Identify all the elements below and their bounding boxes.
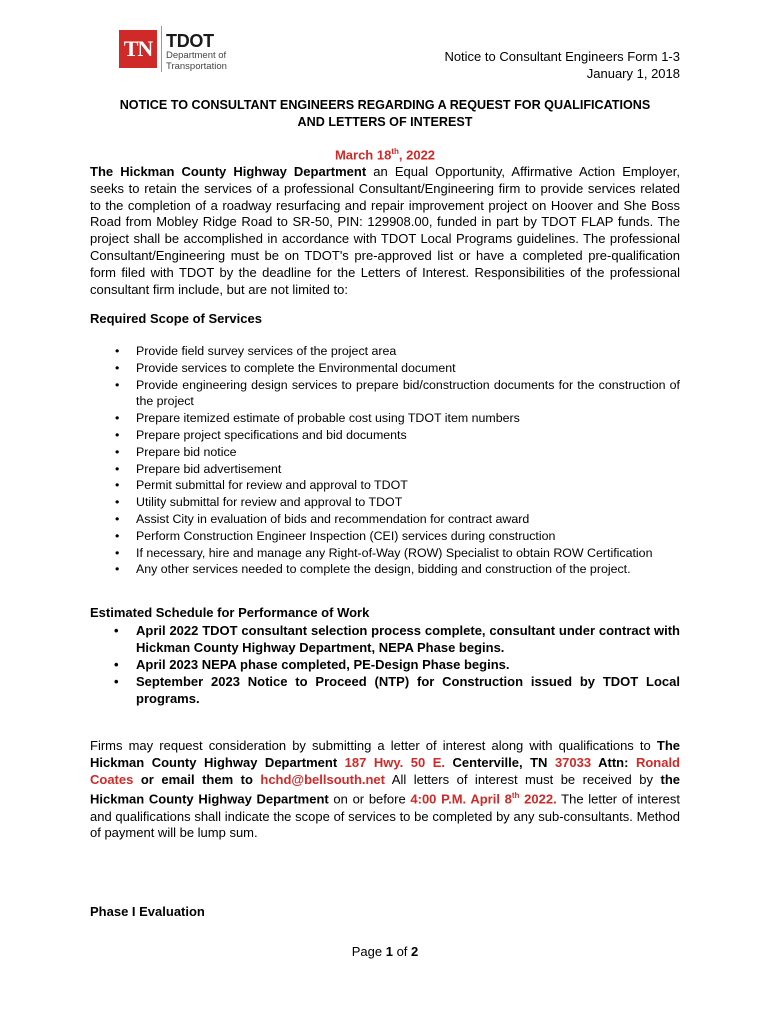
submission-text-1: Firms may request consideration by submitting a letter of interest along with qualifications to xyxy=(90,738,657,753)
logo-divider xyxy=(161,26,162,72)
notice-date-suffix: th xyxy=(391,147,399,156)
phase-heading: Phase I Evaluation xyxy=(90,904,205,919)
scope-item: • Provide field survey services of the project area xyxy=(90,343,680,360)
submission-agency-1: The Hickman County Highway Department xyxy=(90,738,680,770)
submission-city: Centerville, TN xyxy=(445,754,555,770)
submission-zip: 37033 xyxy=(554,754,592,770)
scope-item: • Any other services needed to complete the design, bidding and construction of the project. xyxy=(90,561,680,578)
schedule-item: • April 2022 TDOT consultant selection process complete, consultant under contract with Hickman County Highway Department, NEPA Phase begins. xyxy=(90,622,680,656)
notice-date xyxy=(90,147,680,162)
logo-sub-line2: Transportation xyxy=(166,61,227,72)
schedule-list xyxy=(90,622,680,707)
scope-item: • Assist City in evaluation of bids and recommendation for contract award xyxy=(90,511,680,528)
scope-item: • If necessary, hire and manage any Right-of-Way (ROW) Specialist to obtain ROW Certification xyxy=(90,545,680,562)
form-name: Notice to Consultant Engineers Form 1-3 xyxy=(444,49,680,64)
scope-item: • Prepare itemized estimate of probable cost using TDOT item numbers xyxy=(90,410,680,427)
intro-paragraph xyxy=(90,164,680,298)
document-title xyxy=(90,97,680,131)
submission-email-link[interactable]: hchd@bellsouth.net xyxy=(260,771,385,787)
title-line-2: AND LETTERS OF INTEREST xyxy=(297,115,473,129)
scope-item: • Utility submittal for review and approval to TDOT xyxy=(90,494,680,511)
footer-page-word: Page xyxy=(351,944,386,959)
footer-page-num: 1 xyxy=(385,944,393,959)
scope-item: • Permit submittal for review and approval to TDOT xyxy=(90,477,680,494)
notice-date-year: , 2022 xyxy=(398,147,436,163)
scope-item: • Perform Construction Engineer Inspection (CEI) services during construction xyxy=(90,528,680,545)
submission-address: 187 Hwy. 50 E. xyxy=(337,754,445,770)
submission-or-email: or email them to xyxy=(133,771,261,787)
logo-brand: TDOT xyxy=(166,31,214,51)
submission-agency-2: the Hickman County Highway Department xyxy=(90,771,680,807)
submission-deadline: 4:00 P.M. April 8 xyxy=(410,791,512,807)
schedule-item: • April 2023 NEPA phase completed, PE-Design Phase begins. xyxy=(90,656,680,673)
scope-item: • Provide engineering design services to prepare bid/construction documents for the construction of the project xyxy=(90,377,680,411)
schedule-heading: Estimated Schedule for Performance of Work xyxy=(90,605,370,620)
footer-page-total: 2 xyxy=(411,944,419,959)
submission-paragraph xyxy=(90,738,680,842)
schedule-item: • September 2023 Notice to Proceed (NTP) for Construction issued by TDOT Local programs. xyxy=(90,673,680,707)
submission-text-4: The letter of interest and qualifications shall indicate the scope of services to be completed by any sub-consultants. Method of payment will be lump sum. xyxy=(90,791,680,841)
scope-item: • Prepare project specifications and bid documents xyxy=(90,427,680,444)
submission-deadline-suffix: th xyxy=(511,791,520,801)
submission-deadline-year: 2022. xyxy=(519,791,557,807)
scope-item: • Prepare bid advertisement xyxy=(90,461,680,478)
page-footer xyxy=(0,944,770,959)
intro-text: an Equal Opportunity, Affirmative Action Employer, seeks to retain the services of a professional Consultant/Engineering firm to provide services related to the completion of a roadway resurfacing and repair improvement project on Hoover and She Boss Road from Mobley Ridge Road to SR-50, PIN: 129908.00, funded in part by TDOT FLAP funds. The project shall be accomplished in accordance with TDOT Local Programs guidelines. The professional Consultant/Engineering must be on TDOT's pre-approved list or have a completed pre-qualification form filed with TDOT by the deadline for the Letters of Interest. Responsibilities of the professional consultant firm include, but are not limited to: xyxy=(90,164,680,297)
form-date: January 1, 2018 xyxy=(586,66,680,81)
scope-list xyxy=(90,343,680,578)
title-line-1: NOTICE TO CONSULTANT ENGINEERS REGARDING A REQUEST FOR QUALIFICATIONS xyxy=(119,98,651,112)
submission-text-2: All letters of interest must be received by xyxy=(385,771,661,787)
submission-text-3: on or before xyxy=(328,791,411,807)
submission-attn: Attn: xyxy=(591,754,636,770)
scope-item: • Provide services to complete the Environmental document xyxy=(90,360,680,377)
footer-of-word: of xyxy=(392,944,412,959)
tn-logo-mark: TN xyxy=(119,30,157,68)
form-header xyxy=(444,48,680,82)
scope-item: • Prepare bid notice xyxy=(90,444,680,461)
scope-heading: Required Scope of Services xyxy=(90,311,262,326)
notice-date-main: March 18 xyxy=(334,147,392,163)
tdot-logo xyxy=(119,24,227,76)
intro-agency: The Hickman County Highway Department xyxy=(90,164,367,179)
submission-contact: Ronald Coates xyxy=(90,754,680,787)
logo-sub-line1: Department of xyxy=(166,50,227,61)
logo-text xyxy=(166,32,227,72)
